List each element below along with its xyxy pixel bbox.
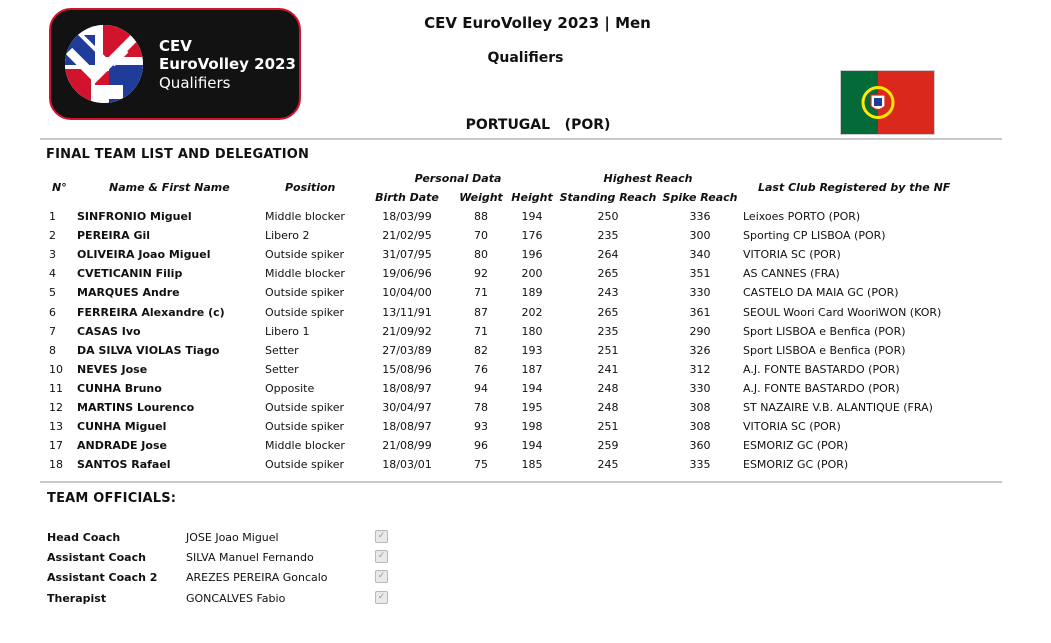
player-weight: 87 bbox=[474, 305, 488, 319]
player-weight: 93 bbox=[474, 420, 488, 434]
player-spike-reach: 290 bbox=[689, 324, 711, 338]
player-birth-date: 10/04/00 bbox=[382, 286, 432, 300]
col-header-spike-reach: Spike Reach bbox=[662, 191, 738, 204]
player-name: MARQUES Andre bbox=[77, 286, 180, 300]
player-standing-reach: 248 bbox=[597, 381, 619, 395]
official-name: AREZES PEREIRA Goncalo bbox=[186, 571, 328, 585]
player-height: 194 bbox=[521, 381, 543, 395]
official-name: SILVA Manuel Fernando bbox=[186, 551, 314, 565]
player-position: Outside spiker bbox=[265, 401, 345, 414]
player-club: AS CANNES (FRA) bbox=[743, 267, 840, 281]
player-number: 5 bbox=[49, 286, 56, 300]
table-row bbox=[0, 325, 1051, 344]
table-row bbox=[0, 306, 1051, 325]
table-row bbox=[0, 267, 1051, 286]
portugal-flag-icon bbox=[840, 70, 935, 135]
player-standing-reach: 259 bbox=[597, 439, 619, 453]
player-number: 2 bbox=[49, 229, 56, 243]
official-row bbox=[0, 592, 700, 612]
official-name: JOSE Joao Miguel bbox=[186, 531, 279, 544]
player-name: PEREIRA Gil bbox=[77, 229, 151, 243]
table-row bbox=[0, 363, 1051, 382]
player-name: NEVES Jose bbox=[77, 362, 148, 376]
player-weight: 94 bbox=[474, 381, 488, 395]
player-birth-date: 21/02/95 bbox=[382, 229, 432, 243]
player-name: CASAS Ivo bbox=[77, 324, 141, 338]
player-club: VITORIA SC (POR) bbox=[743, 420, 841, 434]
player-spike-reach: 308 bbox=[689, 420, 711, 434]
player-height: 195 bbox=[521, 401, 543, 414]
player-name: SINFRONIO Miguel bbox=[77, 210, 192, 223]
player-position: Opposite bbox=[265, 381, 315, 395]
player-height: 200 bbox=[521, 267, 543, 281]
player-standing-reach: 251 bbox=[597, 420, 619, 434]
player-spike-reach: 300 bbox=[689, 229, 711, 243]
official-role: Head Coach bbox=[47, 531, 121, 544]
player-number: 1 bbox=[49, 210, 56, 223]
table-row bbox=[0, 382, 1051, 401]
player-position: Outside spiker bbox=[265, 305, 345, 319]
player-spike-reach: 312 bbox=[689, 362, 711, 376]
player-weight: 78 bbox=[474, 401, 488, 414]
player-standing-reach: 241 bbox=[597, 362, 619, 376]
player-weight: 75 bbox=[474, 458, 488, 472]
checkbox-icon[interactable]: ✓ bbox=[375, 530, 388, 543]
player-birth-date: 18/08/97 bbox=[382, 381, 432, 395]
player-name: DA SILVA VIOLAS Tiago bbox=[77, 343, 220, 357]
player-weight: 80 bbox=[474, 248, 488, 262]
player-club: CASTELO DA MAIA GC (POR) bbox=[743, 286, 899, 300]
player-name: SANTOS Rafael bbox=[77, 458, 171, 472]
player-name: MARTINS Lourenco bbox=[77, 401, 195, 414]
player-standing-reach: 235 bbox=[597, 229, 619, 243]
player-standing-reach: 235 bbox=[597, 324, 619, 338]
player-position: Libero 2 bbox=[265, 229, 310, 243]
player-number: 18 bbox=[49, 458, 63, 472]
col-header-height: Height bbox=[511, 191, 553, 204]
player-weight: 71 bbox=[474, 286, 488, 300]
player-position: Outside spiker bbox=[265, 286, 345, 300]
player-birth-date: 27/03/89 bbox=[382, 343, 432, 357]
header-divider bbox=[40, 138, 1002, 140]
player-height: 185 bbox=[521, 458, 543, 472]
player-club: ST NAZAIRE V.B. ALANTIQUE (FRA) bbox=[743, 401, 933, 414]
player-spike-reach: 351 bbox=[689, 267, 711, 281]
player-number: 8 bbox=[49, 343, 56, 357]
player-standing-reach: 248 bbox=[597, 401, 619, 414]
player-weight: 70 bbox=[474, 229, 488, 243]
player-position: Outside spiker bbox=[265, 420, 345, 434]
player-name: CUNHA Bruno bbox=[77, 381, 162, 395]
player-weight: 96 bbox=[474, 439, 488, 453]
player-number: 11 bbox=[49, 381, 63, 395]
page-title: CEV EuroVolley 2023 | Men bbox=[424, 14, 651, 32]
player-name: OLIVEIRA Joao Miguel bbox=[77, 248, 211, 262]
player-club: ESMORIZ GC (POR) bbox=[743, 458, 849, 472]
table-row bbox=[0, 420, 1051, 439]
player-height: 194 bbox=[521, 439, 543, 453]
player-club: Sport LISBOA e Benfica (POR) bbox=[743, 324, 906, 338]
player-birth-date: 13/11/91 bbox=[382, 305, 432, 319]
col-header-club: Last Club Registered by the NF bbox=[758, 181, 951, 194]
player-position: Middle blocker bbox=[265, 210, 345, 223]
player-birth-date: 21/08/99 bbox=[382, 439, 432, 453]
table-row bbox=[0, 344, 1051, 363]
player-number: 7 bbox=[49, 324, 56, 338]
player-height: 196 bbox=[521, 248, 543, 262]
table-row bbox=[0, 401, 1051, 420]
col-header-highest-reach: Highest Reach bbox=[603, 172, 693, 185]
player-height: 176 bbox=[521, 229, 543, 243]
player-birth-date: 18/08/97 bbox=[382, 420, 432, 434]
player-position: Setter bbox=[265, 362, 299, 376]
player-height: 198 bbox=[521, 420, 543, 434]
official-row bbox=[0, 571, 700, 591]
player-standing-reach: 250 bbox=[597, 210, 619, 223]
player-height: 180 bbox=[521, 324, 543, 338]
player-position: Setter bbox=[265, 343, 299, 357]
player-number: 12 bbox=[49, 401, 63, 414]
table-row bbox=[0, 439, 1051, 458]
player-spike-reach: 336 bbox=[689, 210, 711, 223]
official-name: GONCALVES Fabio bbox=[186, 591, 286, 605]
checkbox-icon[interactable]: ✓ bbox=[375, 591, 388, 604]
col-header-standing-reach: Standing Reach bbox=[559, 191, 657, 204]
player-standing-reach: 243 bbox=[597, 286, 619, 300]
player-weight: 76 bbox=[474, 362, 488, 376]
player-height: 187 bbox=[521, 362, 543, 376]
logo-text-cev: CEV bbox=[159, 37, 192, 55]
player-height: 194 bbox=[521, 210, 543, 223]
player-number: 10 bbox=[49, 362, 63, 376]
player-spike-reach: 360 bbox=[689, 439, 711, 453]
player-birth-date: 15/08/96 bbox=[382, 362, 432, 376]
logo-text-stage: Qualifiers bbox=[159, 74, 231, 92]
player-spike-reach: 330 bbox=[689, 381, 711, 395]
country-name: PORTUGAL (POR) bbox=[465, 117, 611, 133]
official-role: Therapist bbox=[47, 591, 107, 605]
table-row bbox=[0, 286, 1051, 305]
player-birth-date: 19/06/96 bbox=[382, 267, 432, 281]
player-number: 3 bbox=[49, 248, 56, 262]
logo-text-event: EuroVolley 2023 bbox=[159, 55, 296, 73]
player-birth-date: 30/04/97 bbox=[382, 401, 432, 414]
player-spike-reach: 335 bbox=[689, 458, 711, 472]
player-position: Middle blocker bbox=[265, 267, 345, 281]
player-club: VITORIA SC (POR) bbox=[743, 248, 841, 262]
player-height: 193 bbox=[521, 343, 543, 357]
player-weight: 92 bbox=[474, 267, 488, 281]
player-spike-reach: 340 bbox=[689, 248, 711, 262]
player-birth-date: 21/09/92 bbox=[382, 324, 432, 338]
player-position: Outside spiker bbox=[265, 458, 345, 472]
player-position: Middle blocker bbox=[265, 439, 345, 453]
col-header-personal-data: Personal Data bbox=[414, 172, 502, 185]
player-position: Outside spiker bbox=[265, 248, 345, 262]
player-weight: 88 bbox=[474, 210, 488, 223]
player-birth-date: 18/03/01 bbox=[382, 458, 432, 472]
page-subtitle: Qualifiers bbox=[487, 50, 564, 66]
player-spike-reach: 330 bbox=[689, 286, 711, 300]
player-name: CVETICANIN Filip bbox=[77, 267, 183, 281]
player-spike-reach: 361 bbox=[689, 305, 711, 319]
official-row bbox=[0, 531, 700, 551]
official-role: Assistant Coach 2 bbox=[47, 571, 158, 585]
official-role: Assistant Coach bbox=[47, 551, 146, 565]
player-spike-reach: 308 bbox=[689, 401, 711, 414]
player-standing-reach: 265 bbox=[597, 305, 619, 319]
player-birth-date: 18/03/99 bbox=[382, 210, 432, 223]
table-row bbox=[0, 229, 1051, 248]
player-standing-reach: 264 bbox=[597, 248, 619, 262]
table-row bbox=[0, 458, 1051, 477]
player-spike-reach: 326 bbox=[689, 343, 711, 357]
player-club: A.J. FONTE BASTARDO (POR) bbox=[743, 381, 900, 395]
official-row bbox=[0, 551, 700, 571]
player-standing-reach: 251 bbox=[597, 343, 619, 357]
player-height: 189 bbox=[521, 286, 543, 300]
player-number: 13 bbox=[49, 420, 63, 434]
player-weight: 71 bbox=[474, 324, 488, 338]
table-row bbox=[0, 248, 1051, 267]
officials-section-title: TEAM OFFICIALS: bbox=[47, 491, 177, 506]
player-name: ANDRADE Jose bbox=[77, 439, 167, 453]
player-club: Sport LISBOA e Benfica (POR) bbox=[743, 343, 906, 357]
checkbox-icon[interactable]: ✓ bbox=[375, 550, 388, 563]
table-row bbox=[0, 210, 1051, 229]
player-number: 6 bbox=[49, 305, 56, 319]
player-height: 202 bbox=[521, 305, 543, 319]
player-club: A.J. FONTE BASTARDO (POR) bbox=[743, 362, 900, 376]
col-header-birth-date: Birth Date bbox=[375, 191, 439, 204]
player-club: SEOUL Woori Card WooriWON (KOR) bbox=[743, 305, 942, 319]
player-standing-reach: 265 bbox=[597, 267, 619, 281]
player-position: Libero 1 bbox=[265, 324, 310, 338]
team-section-title: FINAL TEAM LIST AND DELEGATION bbox=[46, 147, 310, 162]
player-name: FERREIRA Alexandre (c) bbox=[77, 305, 225, 319]
col-header-weight: Weight bbox=[459, 191, 503, 204]
col-header-no: N° bbox=[52, 181, 67, 194]
player-club: Leixoes PORTO (POR) bbox=[743, 210, 861, 223]
player-number: 4 bbox=[49, 267, 56, 281]
player-standing-reach: 245 bbox=[597, 458, 619, 472]
section-divider bbox=[40, 481, 1002, 483]
player-birth-date: 31/07/95 bbox=[382, 248, 432, 262]
player-club: Sporting CP LISBOA (POR) bbox=[743, 229, 886, 243]
col-header-name: Name & First Name bbox=[109, 181, 230, 194]
player-club: ESMORIZ GC (POR) bbox=[743, 439, 849, 453]
player-name: CUNHA Miguel bbox=[77, 420, 167, 434]
player-weight: 82 bbox=[474, 343, 488, 357]
player-number: 17 bbox=[49, 439, 63, 453]
checkbox-icon[interactable]: ✓ bbox=[375, 570, 388, 583]
col-header-position: Position bbox=[285, 181, 336, 194]
